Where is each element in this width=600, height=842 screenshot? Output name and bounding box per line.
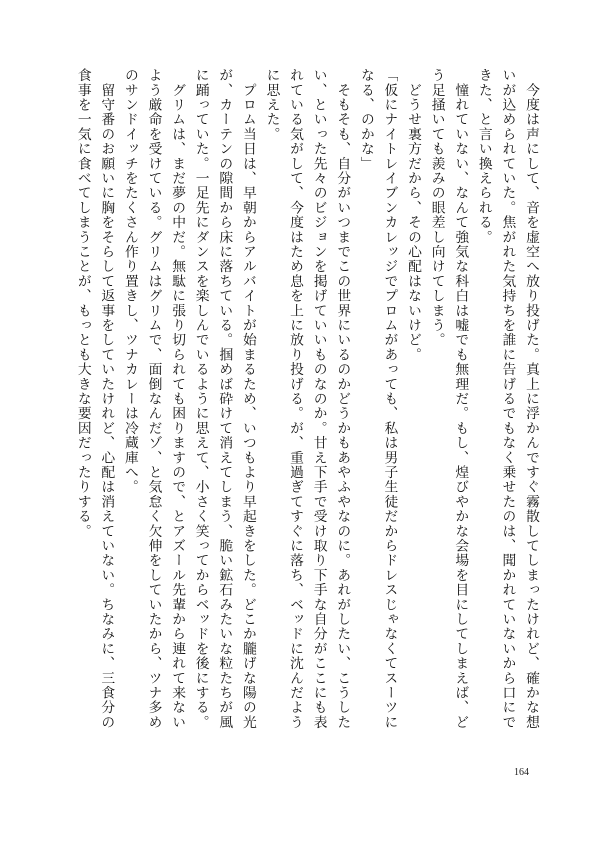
- text-line: いが込められていた。焦がれた気持ちを誰に告げるでもなく乗せたのは、聞かれていないから口にで: [499, 68, 516, 730]
- text-line: 留守番のお願いに胸をそらして返事をしていたけれど、心配は消えていない。ちなみに、三食分の: [98, 68, 115, 730]
- text-line: 今度は声にして、音を虚空へ放り投げた。真上に浮かんですぐ霧散してしまったけれど、確かな想: [523, 68, 539, 730]
- text-line: が、カーテンの隙間から床に落ちている。掴めば砕けて消えてしまう、脆い鉱石みたいな粒たちが風: [216, 68, 233, 730]
- text-line: に思えた。: [263, 68, 280, 142]
- text-line: きた、と言い換えられる。: [475, 68, 492, 245]
- text-line: れている気がして、今度はため息を上に放り投げる。が、重過ぎてすぐに落ち、ベッドに沈んだよう: [287, 68, 304, 730]
- text-line: プロム当日は、早朝からアルバイトが始まるため、いつもより早起きをした。どこか朧げな陽の光: [239, 68, 256, 730]
- text-line: のサンドイッチをたくさん作り置きし、ツナカレーは冷蔵庫へ。: [121, 68, 138, 495]
- text-line: なる、のかな」: [357, 68, 374, 171]
- text-line: 「仮にナイトレイブンカレッジでプロムがあっても、私は男子生徒だからドレスじゃなくてスーツに: [381, 68, 398, 730]
- text-line: う足掻いても羨みの眼差し向けてしまう。: [428, 68, 445, 348]
- text-line: そもそも、自分がいつまでこの世界にいるのかどうかもあやふやなのに。あれがしたい、こうした: [334, 68, 351, 730]
- text-line: に踊っていた。一足先にダンスを楽しんでいるように思えて、小さく笑ってからベッドを後にする。: [192, 68, 209, 730]
- body-text: [70, 68, 542, 748]
- text-line: 憧れていない、なんて強気な科白は嘘でも無理だ。もし、煌びやかな会場を目にしてしまえば、ど: [452, 68, 469, 730]
- text-line: よう厳命を受けている。グリムはグリムで、面倒なんだゾ、と気怠く欠伸をしていたから、ツナ多め: [145, 68, 162, 730]
- text-line: 食事を一気に食べてしまうことが、もっとも大きな要因だったりする。: [74, 68, 91, 539]
- text-line: い、といった先々のビジョンを掲げていいものなのか。甘え下手で受け取り下手な自分がここにも表: [310, 68, 327, 730]
- text-line: グリムは、まだ夢の中だ。無駄に張り切られても困りますので、とアズール先輩から連れて来ない: [169, 68, 186, 730]
- text-line: どうせ裏方だから、その心配はないけど。: [405, 68, 422, 362]
- page-number: 164: [514, 767, 529, 778]
